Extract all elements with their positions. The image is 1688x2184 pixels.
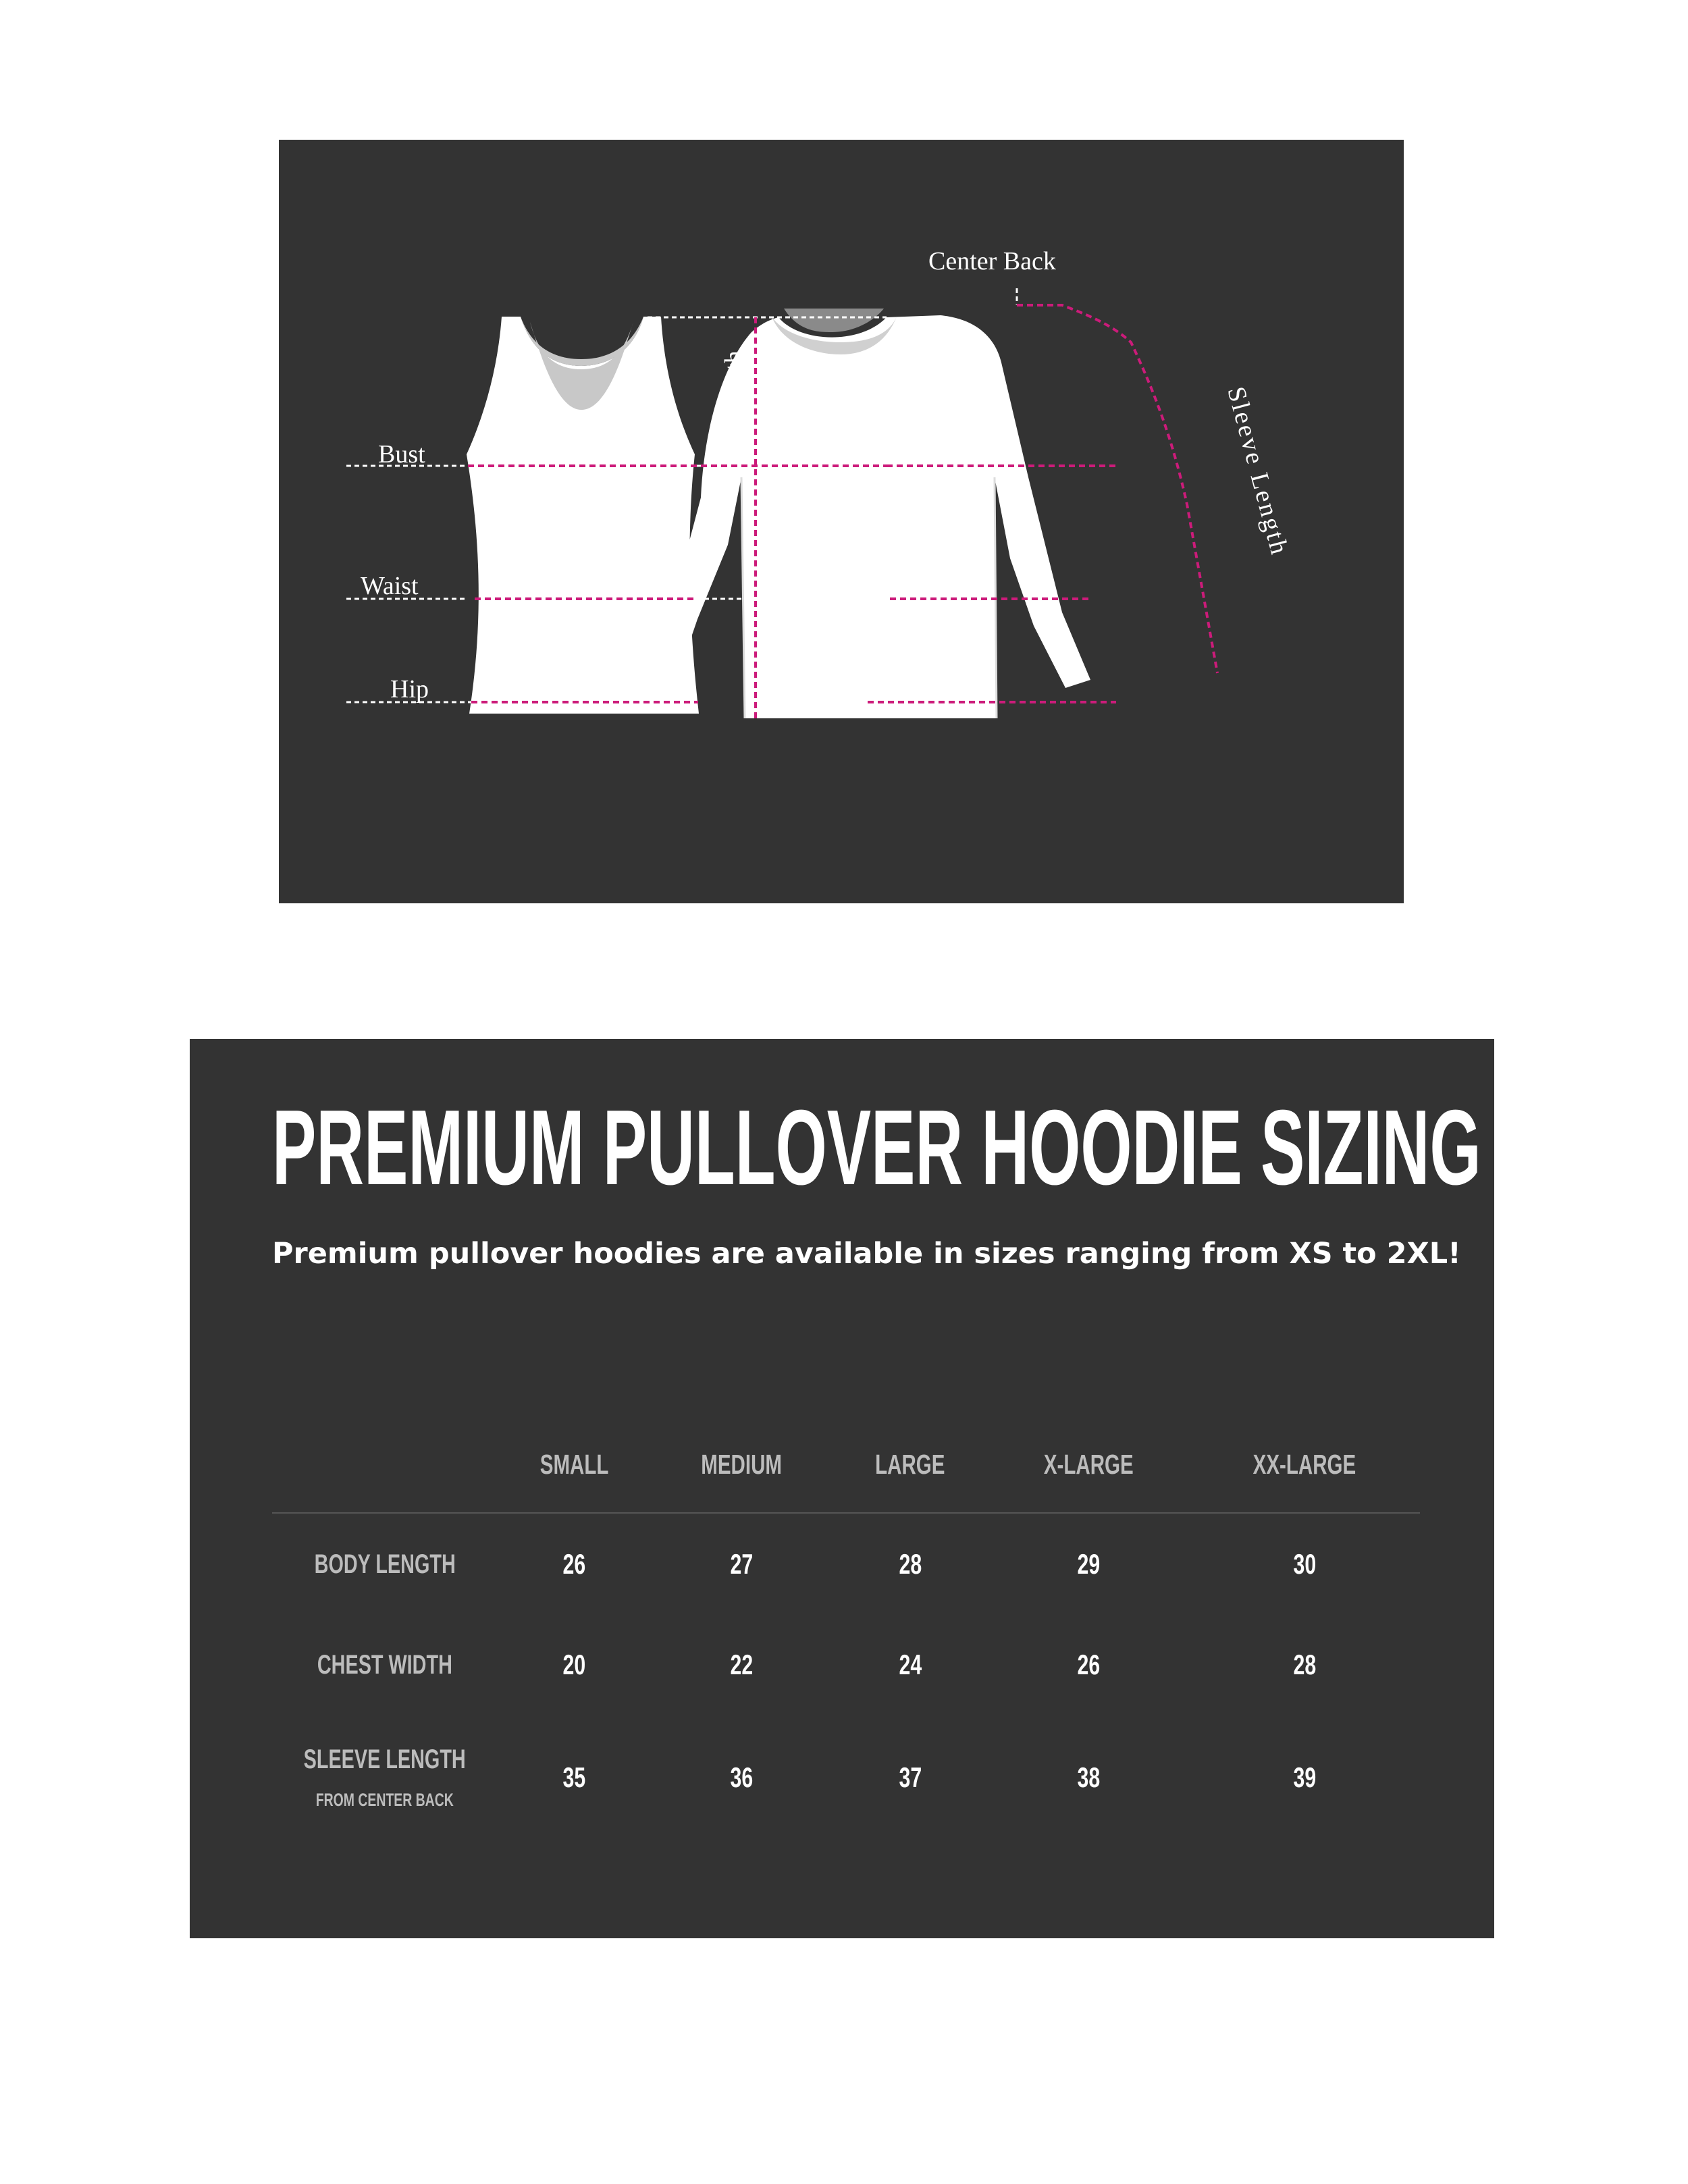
row-label: SLEEVE LENGTH FROM CENTER BACK <box>272 1715 497 1840</box>
table-cell: 20 <box>562 1649 586 1680</box>
shirt-inner-collar <box>784 309 884 332</box>
table-cell: 22 <box>730 1649 754 1680</box>
sleeve-length-label: Sleeve Length <box>1221 383 1294 559</box>
table-row <box>272 1715 1420 1840</box>
row-label: CHEST WIDTH <box>317 1650 452 1680</box>
shirt-body <box>647 315 1090 718</box>
size-header: SMALL <box>497 1417 651 1513</box>
waist-label: Waist <box>361 572 419 600</box>
garment-measure-illustration <box>279 140 1404 903</box>
measurement-diagram <box>279 140 1404 903</box>
table-cell: 30 <box>1293 1547 1316 1580</box>
row-label: BODY LENGTH <box>314 1549 456 1579</box>
table-cell: 24 <box>899 1649 922 1680</box>
table-cell: 28 <box>1293 1649 1316 1680</box>
row-sublabel: FROM CENTER BACK <box>315 1790 454 1811</box>
table-row <box>272 1513 1420 1614</box>
table-cell: 37 <box>899 1761 922 1793</box>
page-subtitle: Premium pullover hoodies are available in sizes ranging from XS to 2XL! <box>272 1237 1461 1271</box>
table-cell: 35 <box>562 1761 586 1793</box>
page-title: PREMIUM PULLOVER HOODIE SIZING <box>272 1088 1481 1207</box>
size-header: MEDIUM <box>651 1417 832 1513</box>
table-cell: 38 <box>1077 1761 1101 1793</box>
table-row <box>272 1614 1420 1715</box>
size-header: XX-LARGE <box>1189 1417 1420 1513</box>
size-table <box>272 1417 1420 1840</box>
bust-label: Bust <box>378 440 425 469</box>
size-header-row <box>272 1417 1420 1513</box>
table-cell: 39 <box>1293 1761 1316 1793</box>
hip-label: Hip <box>390 675 429 703</box>
table-cell: 29 <box>1077 1547 1101 1580</box>
size-header: LARGE <box>832 1417 988 1513</box>
size-header: X-LARGE <box>988 1417 1190 1513</box>
table-cell: 26 <box>562 1547 586 1580</box>
header-spacer <box>272 1417 497 1513</box>
table-cell: 28 <box>899 1547 922 1580</box>
sizing-panel <box>190 1039 1494 1938</box>
long-sleeve-illustration <box>647 309 1090 718</box>
table-cell: 26 <box>1077 1649 1101 1680</box>
table-cell: 27 <box>730 1547 754 1580</box>
length-label: Length <box>720 350 748 423</box>
center-back-label: Center Back <box>928 247 1056 275</box>
table-cell: 36 <box>730 1761 754 1793</box>
